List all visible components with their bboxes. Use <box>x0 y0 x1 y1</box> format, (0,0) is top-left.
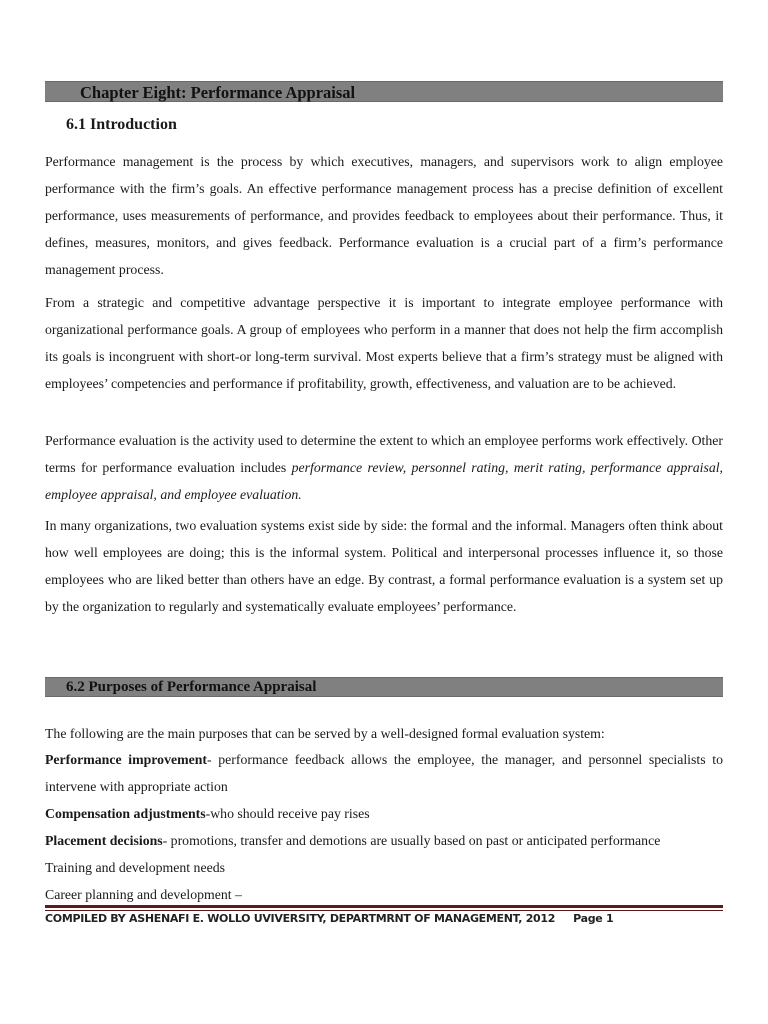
purpose-item-training: Training and development needs <box>45 860 225 875</box>
purpose-item-compensation <box>45 800 723 827</box>
purpose-term: Compensation adjustments <box>45 806 206 821</box>
evaluation-terms: performance review, personnel rating, merit rating, performance appraisal, employee appraisal, and employee evaluation. <box>45 460 724 502</box>
purpose-description: -who should receive pay rises <box>205 806 370 821</box>
purpose-item-career: Career planning and development – <box>45 887 242 902</box>
page-footer <box>45 912 723 925</box>
evaluation-definition: Performance evaluation is the activity used to determine the extent to which an employee performs work effectively. Other terms for performance evaluation includes <box>45 433 723 475</box>
footer-divider-thick <box>45 905 723 908</box>
purpose-description: - promotions, transfer and demotions are usually based on past or anticipated performance <box>162 833 661 848</box>
section-heading-bar-purposes <box>45 677 723 697</box>
purpose-item-performance-improvement <box>45 746 723 800</box>
paragraph-performance-evaluation <box>45 427 723 508</box>
paragraph-strategic-perspective: From a strategic and competitive advantage perspective it is important to integrate employee performance with organizational performance goals. A group of employees who perform in a manner that does not help the firm accomplish its goals is incongruent with short-or long-term survival. Most experts believe that a firm’s strategy must be aligned with employees’ competencies and performance if profitability, growth, effectiveness, and valuation are to be achieved. <box>45 295 723 391</box>
purpose-description: - performance feedback allows the employee, the manager, and personnel specialists to intervene with appropriate action <box>45 752 723 794</box>
chapter-heading-bar <box>45 81 723 102</box>
footer-compiled-by: COMPILED BY ASHENAFI E. WOLLO UVIVERSITY, DEPARTMRNT OF MANAGEMENT, 2012 <box>45 912 556 925</box>
footer-divider-thin <box>45 910 723 911</box>
paragraph-performance-management: Performance management is the process by which executives, managers, and supervisors work to align employee performance with the firm’s goals. An effective performance management process has a precise definition of excellent performance, uses measurements of performance, and provides feedback to employees about their performance. Thus, it defines, measures, monitors, and gives feedback. Performance evaluation is a crucial part of a firm’s performance management process. <box>45 154 723 277</box>
purpose-item-placement <box>45 827 723 854</box>
purpose-term: Placement decisions <box>45 833 163 848</box>
purposes-intro: The following are the main purposes that can be served by a well-designed formal evaluation system: <box>45 726 605 741</box>
paragraph-evaluation-systems: In many organizations, two evaluation systems exist side by side: the formal and the informal. Managers often think about how well employees are doing; this is the informal system. Political and interpersonal processes influence it, so those employees who are liked better than others have an edge. By contrast, a formal performance evaluation is a system set up by the organization to regularly and systematically evaluate employees’ performance. <box>45 518 723 614</box>
section-heading-introduction: 6.1 Introduction <box>66 116 177 133</box>
chapter-title: Chapter Eight: Performance Appraisal <box>80 83 356 102</box>
page-number: Page 1 <box>573 912 614 925</box>
purpose-term: Performance improvement <box>45 752 207 767</box>
section-heading-purposes: 6.2 Purposes of Performance Appraisal <box>66 679 317 695</box>
